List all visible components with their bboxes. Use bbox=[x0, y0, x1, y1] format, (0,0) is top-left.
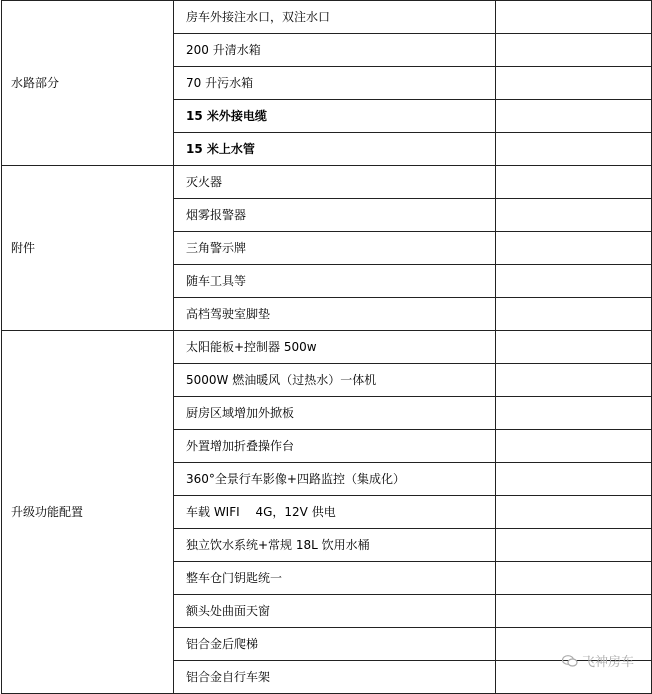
item-cell: 灭火器 bbox=[174, 166, 496, 199]
item-cell: 360°全景行车影像+四路监控（集成化） bbox=[174, 463, 496, 496]
empty-cell bbox=[496, 1, 652, 34]
item-cell: 整车仓门钥匙统一 bbox=[174, 562, 496, 595]
empty-cell bbox=[496, 34, 652, 67]
item-cell: 厨房区域增加外掀板 bbox=[174, 397, 496, 430]
watermark bbox=[562, 651, 634, 670]
empty-cell bbox=[496, 595, 652, 628]
empty-cell bbox=[496, 166, 652, 199]
table-row bbox=[2, 1, 652, 34]
watermark-text: 飞神房车 bbox=[581, 655, 634, 670]
empty-cell bbox=[496, 331, 652, 364]
item-cell: 独立饮水系统+常规 18L 饮用水桶 bbox=[174, 529, 496, 562]
item-cell: 15 米外接电缆 bbox=[174, 100, 496, 133]
empty-cell bbox=[496, 562, 652, 595]
empty-cell bbox=[496, 430, 652, 463]
group-label: 升级功能配置 bbox=[2, 331, 174, 694]
spec-table bbox=[1, 0, 652, 694]
item-cell: 15 米上水管 bbox=[174, 133, 496, 166]
item-cell: 铝合金后爬梯 bbox=[174, 628, 496, 661]
empty-cell bbox=[496, 67, 652, 100]
wechat-icon bbox=[562, 655, 578, 667]
empty-cell bbox=[496, 100, 652, 133]
empty-cell bbox=[496, 463, 652, 496]
item-cell: 三角警示牌 bbox=[174, 232, 496, 265]
group-label: 水路部分 bbox=[2, 1, 174, 166]
empty-cell bbox=[496, 298, 652, 331]
item-cell: 烟雾报警器 bbox=[174, 199, 496, 232]
item-cell: 外置增加折叠操作台 bbox=[174, 430, 496, 463]
empty-cell bbox=[496, 364, 652, 397]
empty-cell bbox=[496, 265, 652, 298]
empty-cell bbox=[496, 232, 652, 265]
item-cell: 随车工具等 bbox=[174, 265, 496, 298]
item-cell: 200 升清水箱 bbox=[174, 34, 496, 67]
empty-cell bbox=[496, 397, 652, 430]
item-cell: 房车外接注水口，双注水口 bbox=[174, 1, 496, 34]
table-row bbox=[2, 166, 652, 199]
table-row bbox=[2, 331, 652, 364]
empty-cell bbox=[496, 133, 652, 166]
item-cell: 70 升污水箱 bbox=[174, 67, 496, 100]
item-cell: 铝合金自行车架 bbox=[174, 661, 496, 694]
group-label: 附件 bbox=[2, 166, 174, 331]
empty-cell bbox=[496, 496, 652, 529]
empty-cell bbox=[496, 529, 652, 562]
item-cell: 5000W 燃油暖风（过热水）一体机 bbox=[174, 364, 496, 397]
empty-cell bbox=[496, 199, 652, 232]
item-cell: 额头处曲面天窗 bbox=[174, 595, 496, 628]
item-cell: 车载 WIFI 4G，12V 供电 bbox=[174, 496, 496, 529]
item-cell: 高档驾驶室脚垫 bbox=[174, 298, 496, 331]
item-cell: 太阳能板+控制器 500w bbox=[174, 331, 496, 364]
